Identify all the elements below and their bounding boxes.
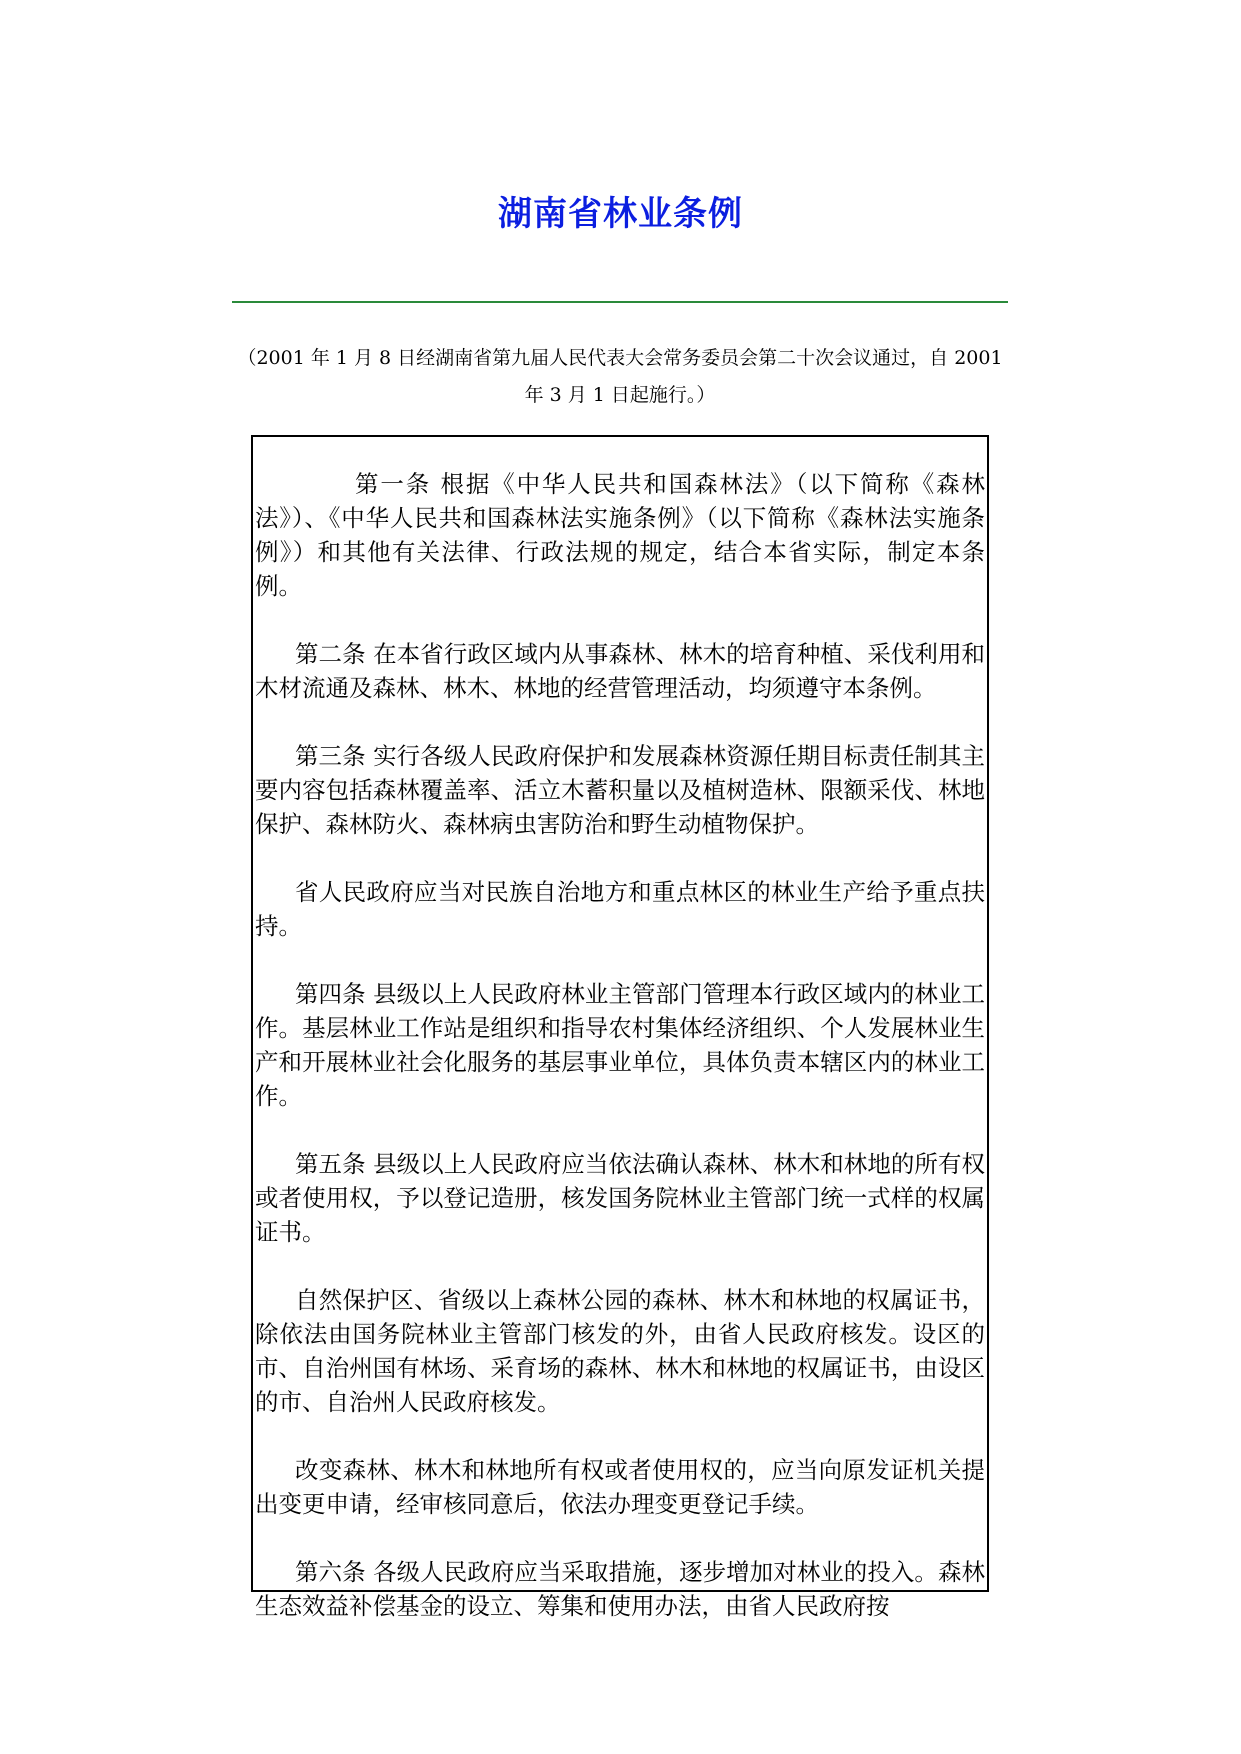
article-5: 第五条 县级以上人民政府应当依法确认森林、林木和林地的所有权或者使用权，予以登记造册，核发国务院林业主管部门统一式样的权属证书。 [255, 1150, 985, 1246]
title-divider [232, 301, 1008, 303]
article-1: 第一条 根据《中华人民共和国森林法》（以下简称《森林法》）、《中华人民共和国森林法实施条例》（以下简称《森林法实施条例》）和其他有关法律、行政法规的规定，结合本省实际，制定本条例。 [255, 470, 985, 600]
article-4: 第四条 县级以上人民政府林业主管部门管理本行政区域内的林业工作。基层林业工作站是组织和指导农村集体经济组织、个人发展林业生产和开展林业社会化服务的基层事业单位，具体负责本辖区内的林业工作。 [255, 980, 985, 1110]
article-6: 第六条 各级人民政府应当采取措施，逐步增加对林业的投入。森林生态效益补偿基金的设立、筹集和使用办法，由省人民政府按 [255, 1558, 985, 1620]
article-5-paragraph-3: 改变森林、林木和林地所有权或者使用权的，应当向原发证机关提出变更申请，经审核同意后，依法办理变更登记手续。 [255, 1456, 985, 1518]
content-body [255, 467, 985, 1657]
article-2: 第二条 在本省行政区域内从事森林、林木的培育种植、采伐利用和木材流通及森林、林木、林地的经营管理活动，均须遵守本条例。 [255, 640, 985, 702]
article-5-paragraph-2: 自然保护区、省级以上森林公园的森林、林木和林地的权属证书，除依法由国务院林业主管部门核发的外，由省人民政府核发。设区的市、自治州国有林场、采育场的森林、林木和林地的权属证书，由设区的市、自治州人民政府核发。 [255, 1286, 985, 1416]
enactment-note: （2001 年 1 月 8 日经湖南省第九届人民代表大会常务委员会第二十次会议通过，自 2001 年 3 月 1 日起施行。） [237, 347, 1003, 406]
content-frame [251, 435, 989, 1620]
article-3: 第三条 实行各级人民政府保护和发展森林资源任期目标责任制其主要内容包括森林覆盖率、活立木蓄积量以及植树造林、限额采伐、林地保护、森林防火、森林病虫害防治和野生动植物保护。 [255, 742, 985, 838]
article-3-paragraph-2: 省人民政府应当对民族自治地方和重点林区的林业生产给予重点扶持。 [255, 878, 985, 940]
document-title: 湖南省林业条例 [498, 194, 743, 234]
